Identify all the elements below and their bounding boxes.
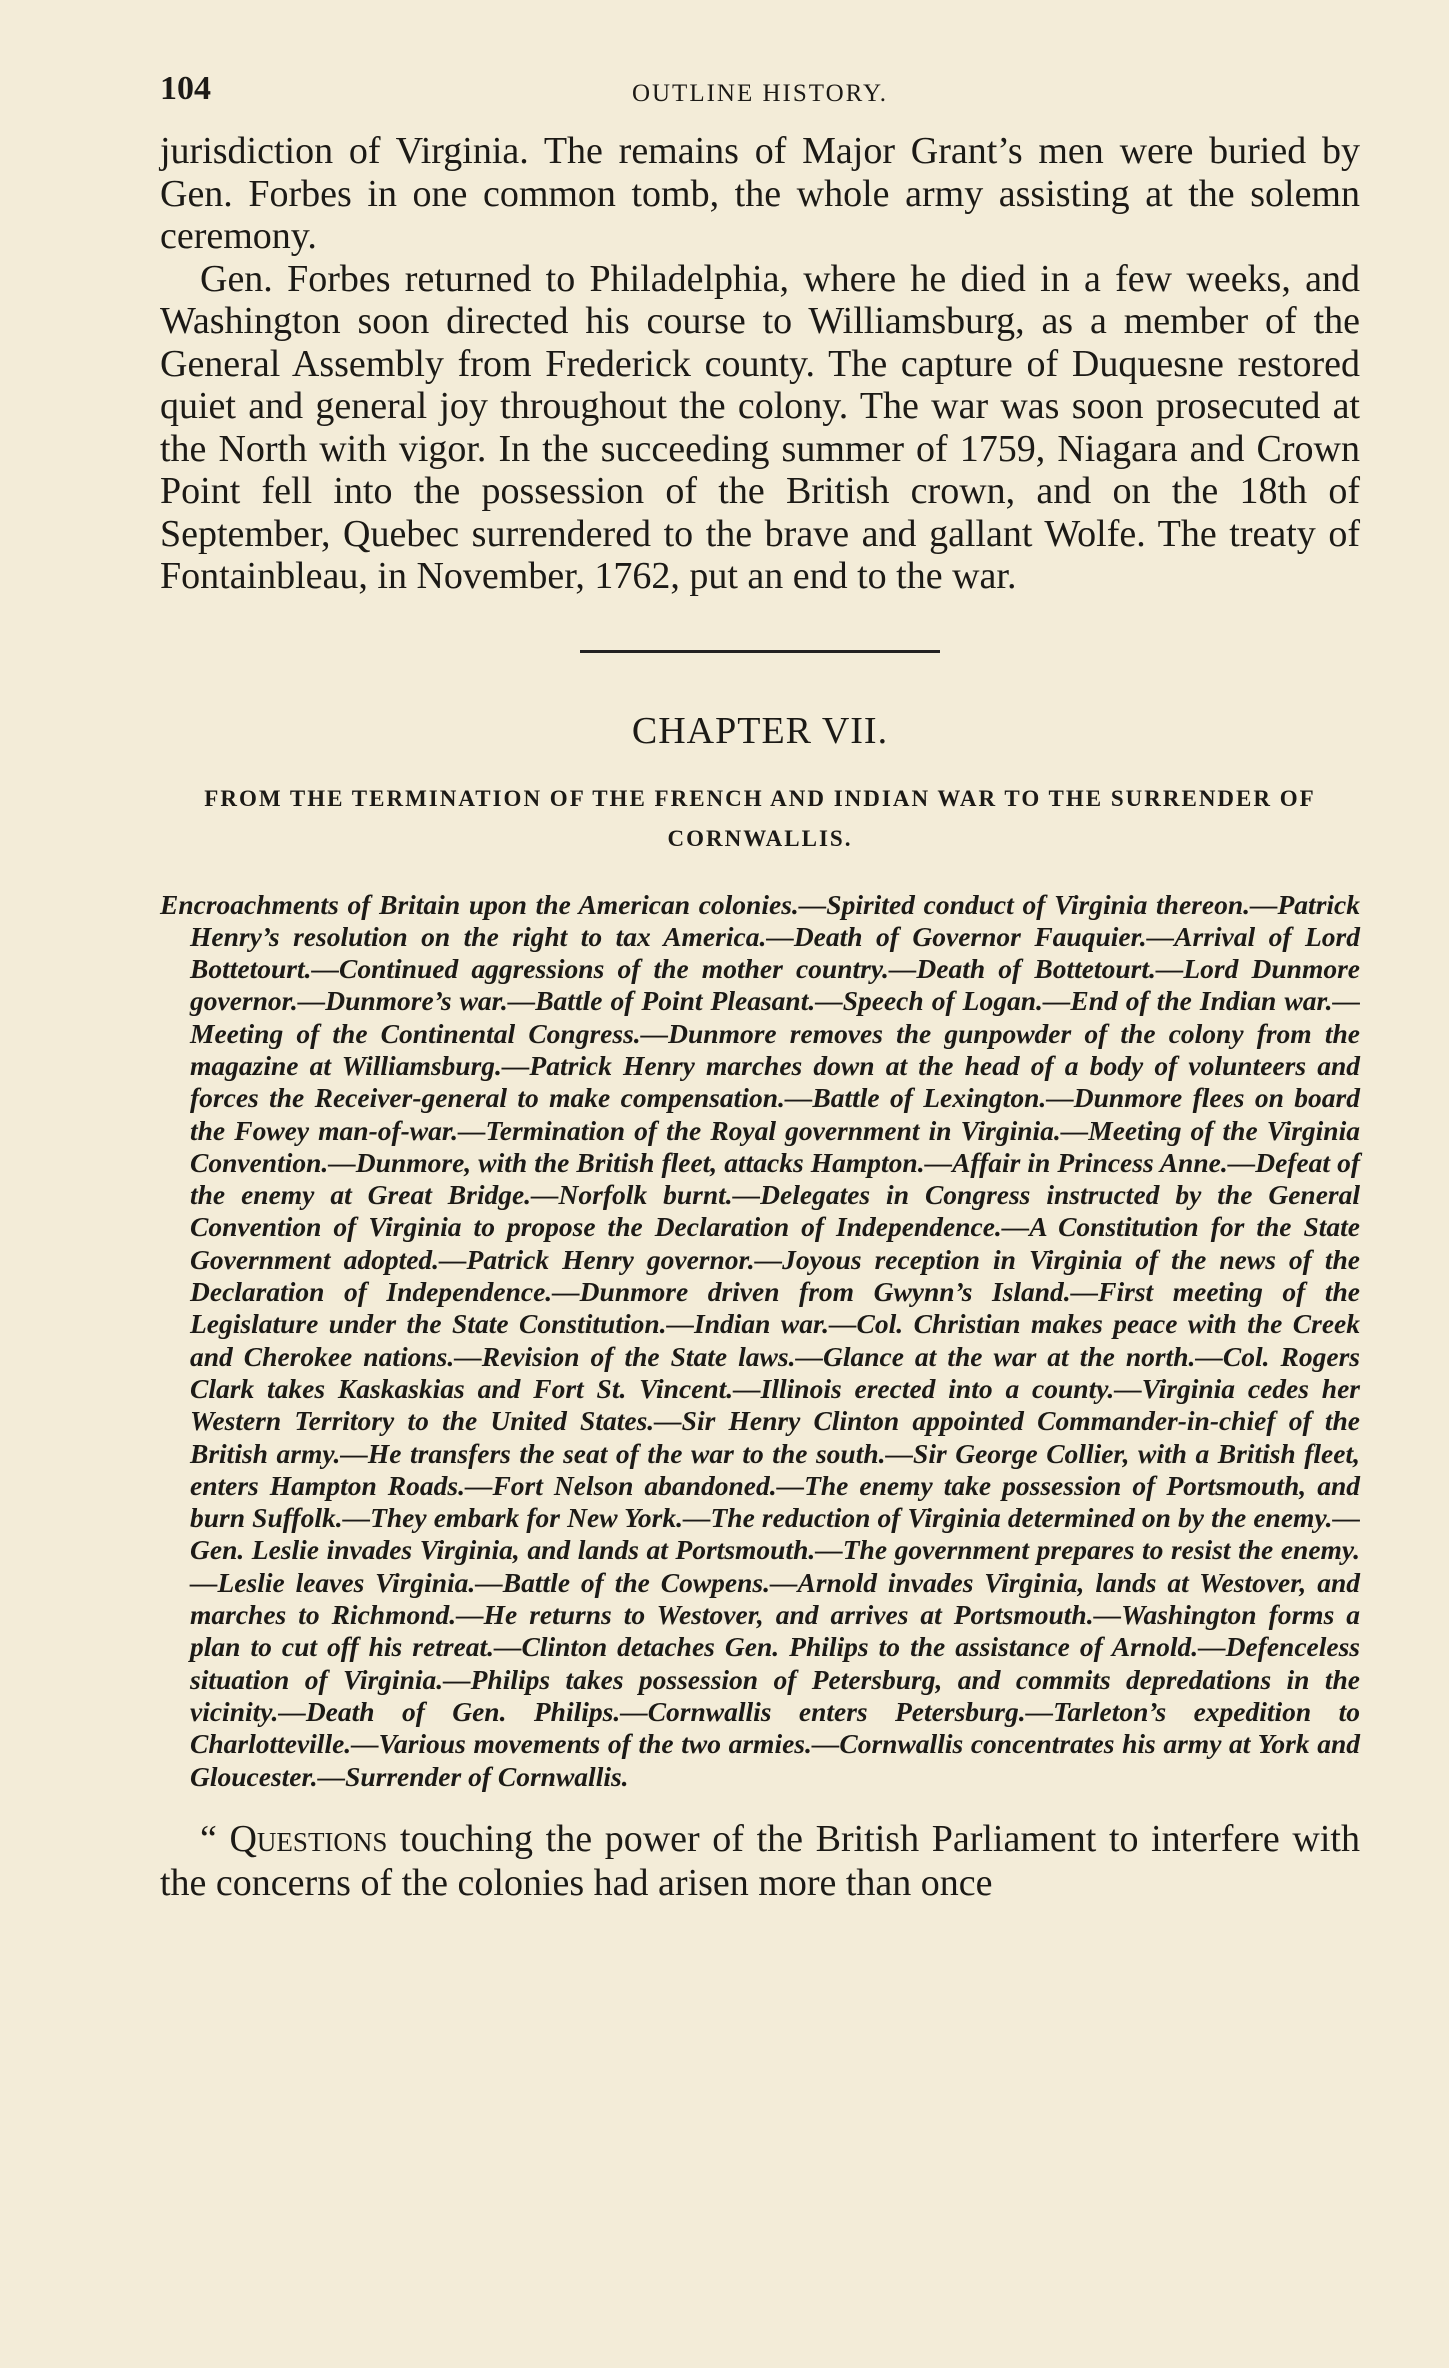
opening-first-word: “ Questions [200,1817,388,1860]
chapter-opening-paragraph [160,1817,1360,1905]
chapter-summary: Encroachments of Britain upon the American colonies.—Spirited conduct of Virginia thereon.—Patrick Henry’s resolution on the right to tax America.—Death of Governor Fauquier.—Arrival of Lord Bottetourt.—Continued aggressions of the mother country.—Death of Bottetourt.—Lord Dunmore governor.—Dunmore’s war.—Battle of Point Pleasant.—Speech of Logan.—End of the Indian war.—Meeting of the Continental Congress.—Dunmore removes the gunpowder of the colony from the magazine at Williamsburg.—Patrick Henry marches down at the head of a body of volunteers and forces the Receiver-general to make compensation.—Battle of Lexington.—Dunmore flees on board the Fowey man-of-war.—Termination of the Royal government in Virginia.—Meeting of the Virginia Convention.—Dunmore, with the British fleet, attacks Hampton.—Affair in Princess Anne.—Defeat of the enemy at Great Bridge.—Norfolk burnt.—Delegates in Congress instructed by the General Convention of Virginia to propose the Declaration of Independence.—A Constitution for the State Government adopted.—Patrick Henry governor.—Joyous reception in Virginia of the news of the Declaration of Independence.—Dunmore driven from Gwynn’s Island.—First meeting of the Legislature under the State Constitution.—Indian war.—Col. Christian makes peace with the Creek and Cherokee nations.—Revision of the State laws.—Glance at the war at the north.—Col. Rogers Clark takes Kaskaskias and Fort St. Vincent.—Illinois erected into a county.—Virginia cedes her Western Territory to the United States.—Sir Henry Clinton appointed Commander-in-chief of the British army.—He transfers the seat of the war to the south.—Sir George Collier, with a British fleet, enters Hampton Roads.—Fort Nelson abandoned.—The enemy take possession of Portsmouth, and burn Suffolk.—They embark for New York.—The reduction of Virginia determined on by the enemy.—Gen. Leslie invades Virginia, and lands at Portsmouth.—The government prepares to resist the enemy.—Leslie leaves Virginia.—Battle of the Cowpens.—Arnold invades Virginia, lands at Westover, and marches to Richmond.—He returns to Westover, and arrives at Portsmouth.—Washington forms a plan to cut off his retreat.—Clinton detaches Gen. Philips to the assistance of Arnold.—Defenceless situation of Virginia.—Philips takes possession of Petersburg, and commits depredations in the vicinity.—Death of Gen. Philips.—Cornwallis enters Petersburg.—Tarleton’s expedition to Charlotteville.—Various movements of the two armies.—Cornwallis concentrates his army at York and Gloucester.—Surrender of Cornwallis. [160,888,1360,1792]
page-number: 104 [160,70,211,107]
running-head [160,70,1360,130]
chapter-title: CHAPTER VII. [631,709,889,752]
body-text [160,130,1360,598]
book-page [160,70,1360,1905]
chapter-subtitle: FROM THE TERMINATION OF THE FRENCH AND INDIAN WAR TO THE SURRENDER OF CORNWALLIS. [204,785,1316,851]
paragraph: Gen. Forbes returned to Philadelphia, where he died in a few weeks, and Washington soon directed his course to Williamsburg, as a member of the General Assembly from Frederick county. The capture of Duquesne restored quiet and general joy throughout the colony. The war was soon prosecuted at the North with vigor. In the succeeding summer of 1759, Niagara and Crown Point fell into the possession of the British crown, and on the 18th of September, Quebec surrendered to the brave and gallant Wolfe. The treaty of Fontainbleau, in November, 1762, put an end to the war. [160,257,1360,597]
section-divider [580,650,940,653]
paragraph: jurisdiction of Virginia. The remains of Major Grant’s men were buried by Gen. Forbes in one common tomb, the whole army assisting at the solemn ceremony. [160,130,1360,257]
opening-text: touching the power of the British Parliament to interfere with the concerns of the colonies had arisen more than once [160,1817,1360,1904]
running-title: OUTLINE HISTORY. [631,80,889,107]
